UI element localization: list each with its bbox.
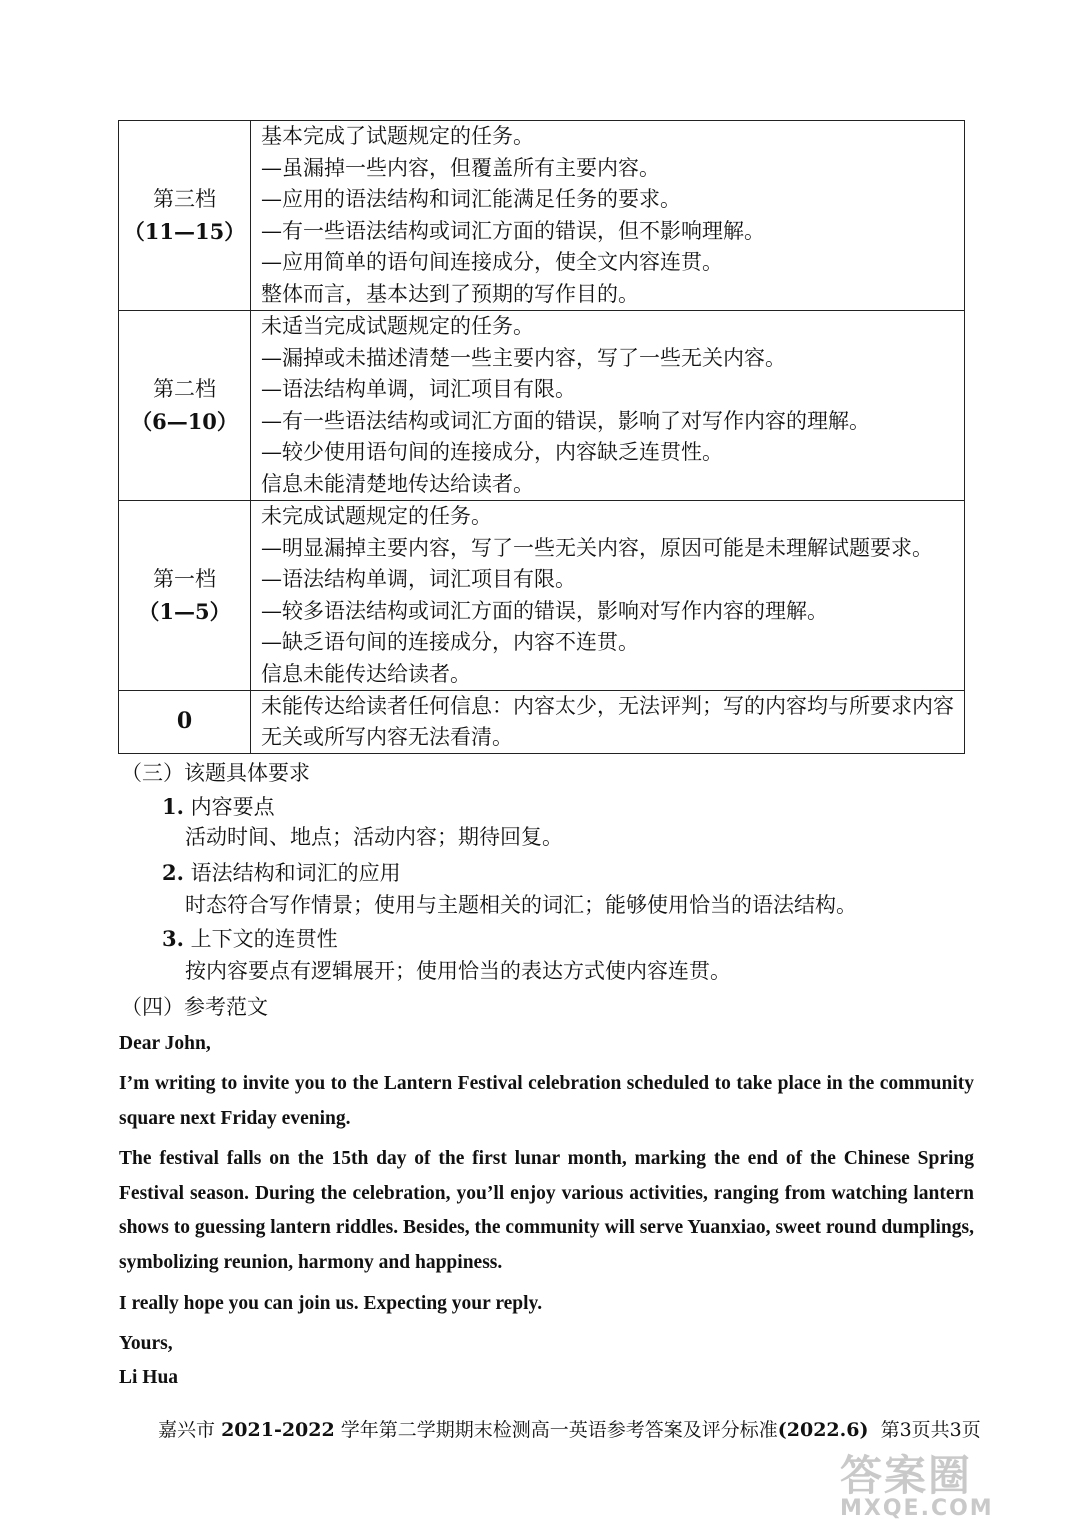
requirement-title [162, 922, 338, 956]
level-cell [119, 311, 251, 501]
criteria-cell [251, 501, 965, 691]
requirement-title-text: 上下文的连贯性 [190, 927, 338, 951]
criteria-line: —有一些语法结构或词汇方面的错误，但不影响理解。 [261, 218, 765, 243]
letter-paragraph: I really hope you can join us. Expecting your reply. [119, 1293, 543, 1314]
requirement-title [162, 790, 275, 824]
letter-closing: Yours, [119, 1333, 173, 1354]
watermark [840, 1451, 1040, 1521]
requirement-number: 2. [162, 860, 184, 885]
criteria-line: —明显漏掉主要内容，写了一些无关内容，原因可能是未理解试题要求。 [261, 535, 933, 560]
criteria-line: —较多语法结构或词汇方面的错误，影响对写作内容的理解。 [261, 598, 828, 623]
letter-signature: Li Hua [119, 1367, 179, 1388]
requirement-number: 3. [162, 926, 184, 951]
criteria-cell [251, 121, 965, 311]
requirement-body: 活动时间、地点；活动内容；期待回复。 [185, 825, 563, 849]
criteria-line: —较少使用语句间的连接成分，内容缺乏连贯性。 [261, 440, 723, 464]
letter-paragraph: The festival falls on the 15th day of the first lunar month, marking the end of the Chinese Spring Festival season. During the celebration, you’ll enjoy various activities, ranging from watching lantern shows to guessing lantern riddles. Besides, the community will serve Yuanxiao, sweet round dumplings, symbolizing reunion, harmony and happiness. [119, 1148, 974, 1273]
criteria-line: 信息未能传达给读者。 [261, 661, 471, 686]
level-name: 第一档 [153, 567, 216, 591]
level-cell [119, 121, 251, 311]
criteria-line: —缺乏语句间的连接成分，内容不连贯。 [261, 630, 639, 654]
table-row [119, 691, 965, 754]
criteria-line: —有一些语法结构或词汇方面的错误，影响了对写作内容的理解。 [261, 408, 870, 433]
criteria-cell [251, 311, 965, 501]
level-name: 第三档 [153, 187, 216, 211]
table-row [119, 121, 965, 311]
criteria-line: —应用简单的语句间连接成分，使全文内容连贯。 [261, 250, 723, 274]
requirement-title-text: 语法结构和词汇的应用 [190, 861, 401, 885]
level-cell [119, 501, 251, 691]
section-heading: （四）参考范文 [121, 995, 268, 1019]
criteria-line: —语法结构单调，词汇项目有限。 [261, 567, 576, 591]
criteria-line: 信息未能清楚地传达给读者。 [261, 471, 534, 496]
requirement-body: 按内容要点有逻辑展开；使用恰当的表达方式使内容连贯。 [185, 959, 731, 983]
level-points: （1—5） [138, 598, 231, 624]
requirement-body: 时态符合写作情景；使用与主题相关的词汇；能够使用恰当的语法结构。 [185, 893, 857, 917]
criteria-line: —漏掉或未描述清楚一些主要内容，写了一些无关内容。 [261, 345, 786, 370]
criteria-zero-cell: 未能传达给读者任何信息：内容太少，无法评判；写的内容均与所要求内容无关或所写内容无法看清。 [251, 691, 965, 754]
table-row [119, 311, 965, 501]
footer-title: 学年第二学期期末检测高一英语参考答案及评分标准 [340, 1419, 778, 1441]
letter-paragraph: I’m writing to invite you to the Lantern Festival celebration scheduled to take place in the community square next Friday evening. [119, 1073, 974, 1129]
requirement-number: 1. [162, 794, 184, 819]
grading-table [118, 120, 965, 754]
level-zero-cell: 0 [119, 691, 251, 754]
level-points: （11—15） [123, 218, 246, 244]
watermark-url: MXQE.COM [840, 1496, 994, 1521]
criteria-line: —语法结构单调，词汇项目有限。 [261, 377, 576, 401]
requirement-title-text: 内容要点 [190, 795, 275, 819]
level-points: （6—10） [131, 408, 238, 434]
criteria-line: —虽漏掉一些内容，但覆盖所有主要内容。 [261, 155, 660, 180]
requirement-title [162, 856, 401, 890]
footer-city: 嘉兴市 [158, 1419, 216, 1441]
table-row [119, 501, 965, 691]
level-name: 第二档 [153, 377, 216, 401]
footer-date: (2022.6) [777, 1419, 869, 1441]
criteria-line: 整体而言，基本达到了预期的写作目的。 [261, 281, 639, 306]
criteria-line: —应用的语法结构和词汇能满足任务的要求。 [261, 187, 681, 211]
watermark-logo: 答案圈 [840, 1451, 973, 1500]
letter-greeting: Dear John, [119, 1033, 211, 1054]
criteria-line: 未适当完成试题规定的任务。 [261, 314, 534, 338]
footer-page-number: 第3页共3页 [880, 1419, 981, 1441]
section-heading: （三）该题具体要求 [121, 761, 310, 785]
footer-years: 2021-2022 [221, 1419, 335, 1441]
criteria-line: 未完成试题规定的任务。 [261, 504, 492, 528]
page-footer [158, 1415, 981, 1442]
criteria-line: 基本完成了试题规定的任务。 [261, 124, 534, 148]
